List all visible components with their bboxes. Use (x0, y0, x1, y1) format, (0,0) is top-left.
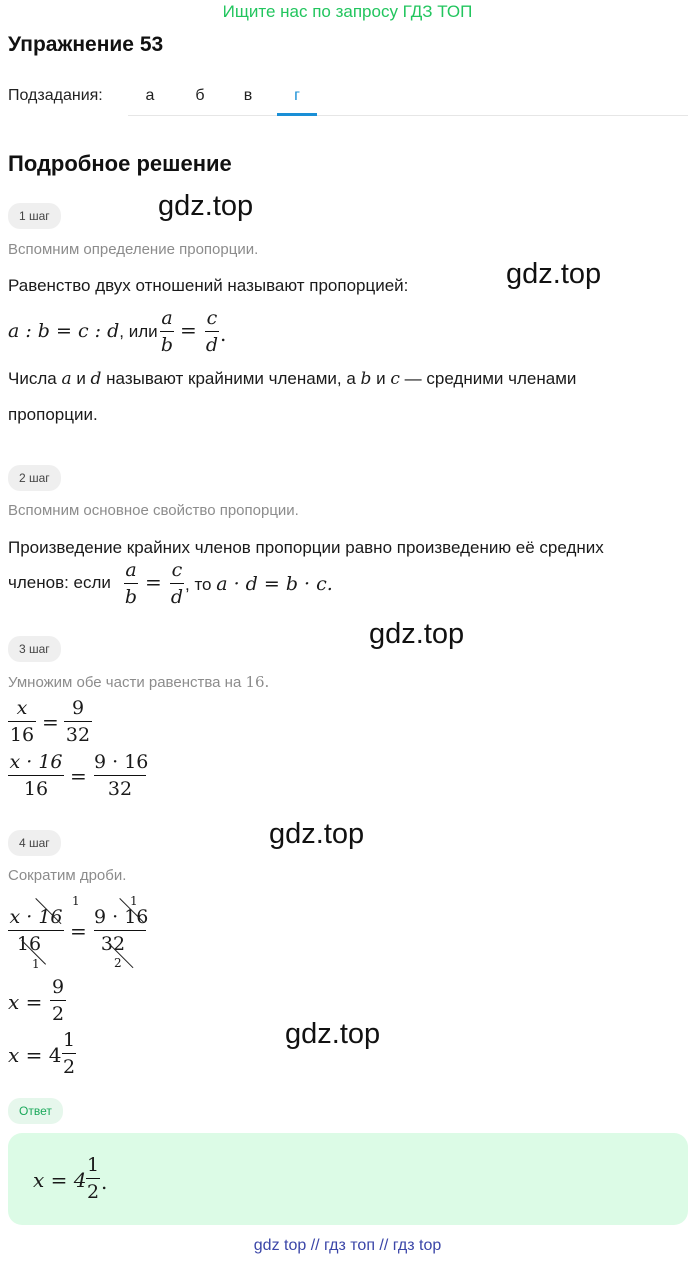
numerator: 1 (86, 1154, 100, 1176)
numerator: c (206, 307, 218, 329)
fraction-9-2 (50, 975, 66, 1026)
number: 16. (245, 673, 270, 691)
equals-sign: = (145, 570, 162, 594)
watermark: gdz.top (158, 190, 254, 222)
denominator: 2 (62, 1056, 76, 1078)
numerator: a (161, 307, 173, 329)
product-expression: a · d = b · c. (216, 573, 333, 595)
answer-badge: Ответ (8, 1098, 63, 1124)
fraction-c-d (170, 558, 184, 609)
footer-links[interactable]: gdz top // гдз топ // гдз top (253, 1237, 442, 1254)
numerator: 9 · 16 (94, 751, 149, 773)
text-part: Числа (8, 369, 57, 388)
step-text: Равенство двух отношений называют пропорцией: (8, 276, 409, 295)
step-text: членов: если (8, 573, 111, 592)
or-text: , или (119, 322, 158, 341)
text-part: и (376, 369, 386, 388)
fraction-x-16 (8, 696, 36, 747)
step-hint: Сократим дроби. (8, 867, 127, 884)
numerator: 1 (62, 1029, 76, 1051)
denominator: 32 (65, 724, 91, 746)
denominator: d (205, 334, 219, 356)
denominator: b (124, 586, 138, 608)
equals-sign: = (70, 919, 87, 943)
watermark: gdz.top (369, 618, 465, 650)
fraction-x16-16 (8, 750, 64, 801)
active-tab-indicator (277, 113, 317, 116)
step-text: пропорции. (8, 405, 98, 424)
x-equals (8, 1043, 62, 1067)
period: . (220, 322, 227, 346)
denominator: 16 (23, 778, 49, 800)
denominator: 2 (86, 1181, 100, 1203)
period: . (101, 1170, 108, 1194)
var-d: d (90, 369, 102, 389)
numerator: 9 (71, 697, 85, 719)
subtasks-divider (128, 115, 688, 116)
subtasks-label: Подзадания: (8, 87, 103, 104)
step-badge: 2 шаг (8, 465, 61, 491)
var-c: c (390, 369, 400, 389)
numerator: x (16, 697, 28, 719)
answer-box (8, 1133, 688, 1225)
reduced-number: 1 (130, 894, 138, 908)
equals-sign: = (42, 710, 59, 734)
text-part: и (76, 369, 86, 388)
whole-part: 4 (48, 1043, 62, 1067)
watermark: gdz.top (269, 818, 365, 850)
step-badge: 3 шаг (8, 636, 61, 662)
numerator: a (125, 559, 137, 581)
step-hint: Вспомним основное свойство пропорции. (8, 502, 299, 519)
x-equals (8, 990, 42, 1014)
text-part: называют крайними членами, а (106, 369, 356, 388)
step-text (185, 573, 333, 595)
text-part: — средними членами (404, 369, 577, 388)
denominator: 32 (107, 778, 133, 800)
numerator: 9 · 16 (94, 906, 149, 928)
step-hint: Вспомним определение пропорции. (8, 241, 259, 258)
step-badge: 4 шаг (8, 830, 61, 856)
denominator: d (170, 586, 184, 608)
numerator: x · 16 (9, 906, 63, 928)
expression: x = 4 (33, 1168, 87, 1192)
fraction-916-32 (94, 750, 149, 801)
fraction-x16-16-reduced (8, 905, 64, 956)
fraction-c-d (205, 306, 219, 357)
answer-fraction (86, 1153, 100, 1204)
fraction-1-2 (62, 1028, 76, 1079)
denominator: 16 (16, 933, 42, 955)
step-text: Произведение крайних членов пропорции равно произведению её средних (8, 538, 604, 557)
denominator: 32 (100, 933, 126, 955)
ratio-expression: a : b = c : d (8, 320, 120, 342)
watermark: gdz.top (285, 1018, 381, 1050)
watermark: gdz.top (506, 258, 602, 290)
numerator: 9 (51, 976, 65, 998)
numerator: x · 16 (9, 751, 63, 773)
promo-banner: Ищите нас по запросу ГДЗ ТОП (222, 2, 473, 21)
reduced-number: 1 (32, 957, 40, 971)
fraction-a-b (160, 306, 174, 357)
denominator: b (160, 334, 174, 356)
equals-sign: = (180, 318, 197, 342)
equals-sign: = (70, 764, 87, 788)
expression: x = (8, 1043, 43, 1067)
expression: x = (8, 990, 43, 1014)
page-title: Упражнение 53 (8, 33, 164, 56)
fraction-916-32-reduced (94, 905, 149, 956)
fraction-9-32 (64, 696, 92, 747)
numerator: c (171, 559, 183, 581)
reduced-number: 2 (114, 956, 122, 970)
text-part: Умножим обе части равенства на (8, 674, 242, 691)
denominator: 2 (51, 1003, 65, 1025)
subtask-tab-g[interactable]: г (294, 87, 300, 104)
proportion-line (8, 320, 158, 343)
var-a: a (61, 369, 72, 389)
text-part: , то (185, 575, 212, 594)
reduced-number: 1 (72, 894, 80, 908)
subtask-tab-a[interactable]: а (145, 87, 155, 104)
answer-expression (33, 1168, 86, 1192)
step-badge: 1 шаг (8, 203, 61, 229)
step-text (8, 369, 576, 389)
step-hint (8, 673, 269, 691)
subtask-tab-v[interactable]: в (243, 87, 253, 104)
var-b: b (360, 369, 372, 389)
solution-heading: Подробное решение (8, 151, 232, 176)
fraction-a-b (124, 558, 138, 609)
denominator: 16 (9, 724, 35, 746)
subtask-tab-b[interactable]: б (195, 87, 205, 104)
